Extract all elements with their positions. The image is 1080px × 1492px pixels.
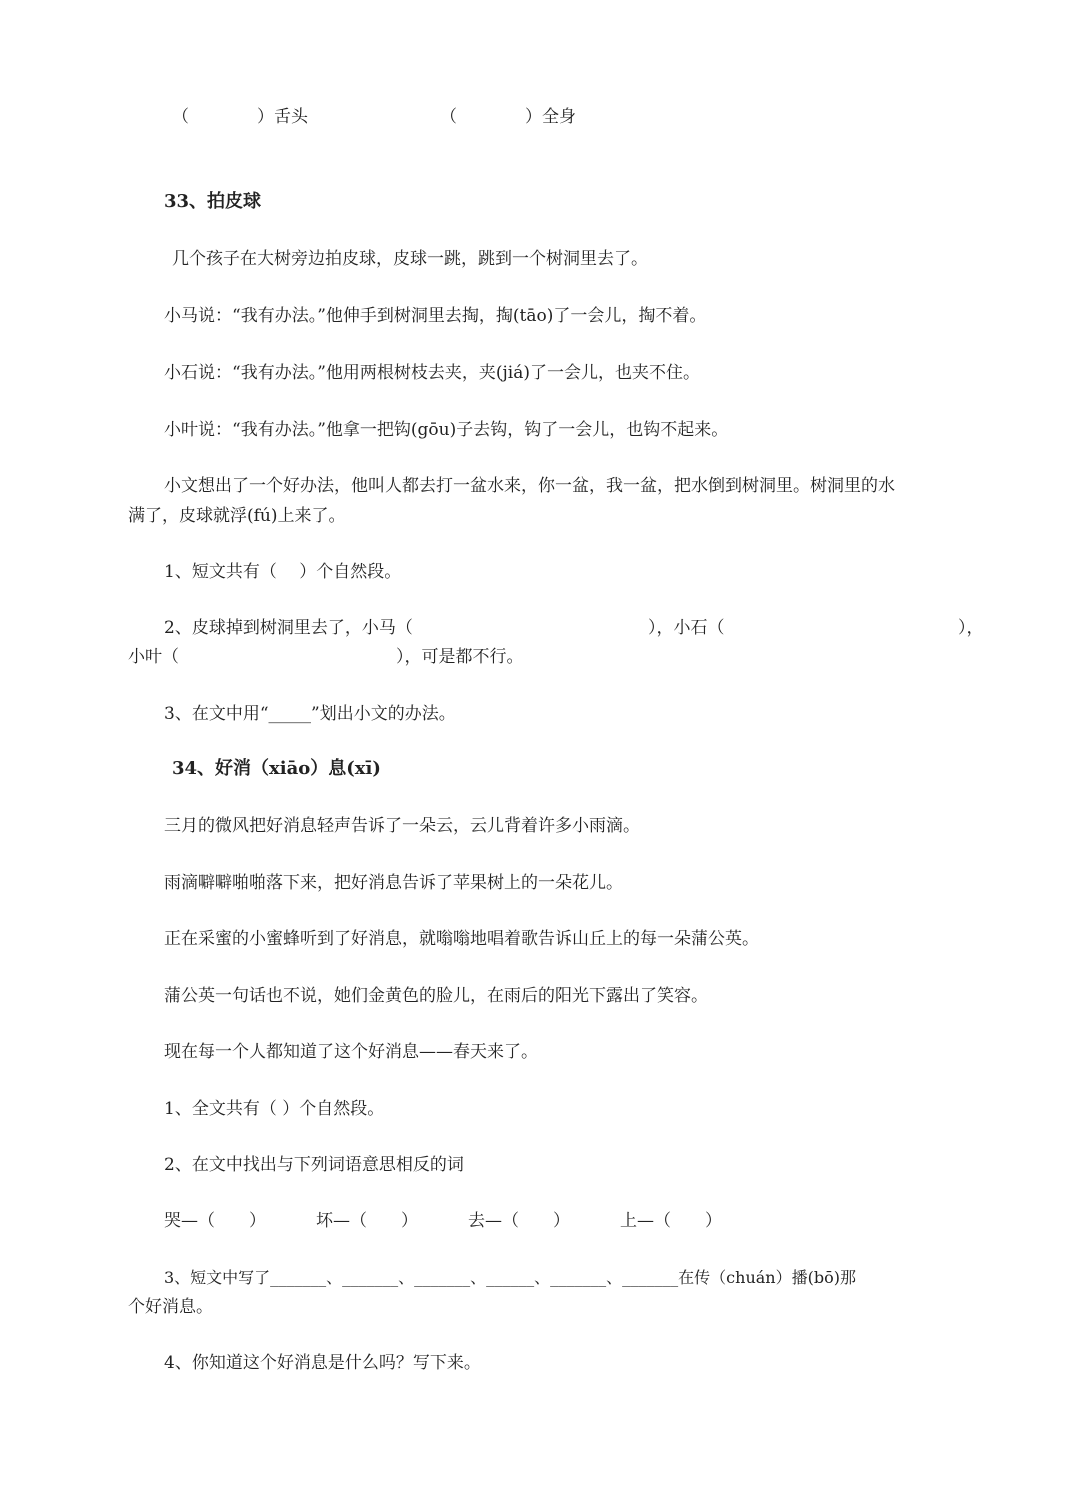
s34-paragraph-5: 现在每一个人都知道了这个好消息——春天来了。 [164, 1042, 538, 1062]
s33-question-3: 3、在文中用“_____”划出小文的办法。 [164, 704, 456, 724]
s33-question-2-cont: 小叶（ [128, 647, 179, 667]
section-33-title: 33、拍皮球 [164, 191, 262, 212]
s34-paragraph-3: 正在采蜜的小蜜蜂听到了好消息，就嗡嗡地唱着歌告诉山丘上的每一朵蒲公英。 [164, 929, 759, 949]
section-34-title: 34、好消（xiāo）息(xī) [172, 758, 381, 779]
s34-question-3-cont: 个好消息。 [128, 1297, 213, 1317]
s33-paragraph-1: 几个孩子在大树旁边拍皮球，皮球一跳，跳到一个树洞里去了。 [172, 249, 648, 269]
s33-question-2-cont-end: ），可是都不行。 [396, 647, 524, 667]
s34-paragraph-4: 蒲公英一句话也不说，她们金黄色的脸儿，在雨后的阳光下露出了笑容。 [164, 986, 708, 1006]
antonym-item: 去—（ ） [468, 1211, 570, 1231]
s33-paragraph-3: 小石说：“我有办法。”他用两根树枝去夹，夹(jiá)了一会儿，也夹不住。 [164, 363, 700, 383]
s34-paragraph-1: 三月的微风把好消息轻声告诉了一朵云，云儿背着许多小雨滴。 [164, 816, 640, 836]
s33-paragraph-5-cont: 满了，皮球就浮(fú)上来了。 [128, 506, 346, 526]
s34-question-4: 4、你知道这个好消息是什么吗？写下来。 [164, 1353, 481, 1373]
antonym-item: 哭—（ ） [164, 1211, 266, 1231]
s34-question-3: 3、短文中写了_______、_______、_______、______、_______、_______在传（chuán）播(bō)那 [164, 1268, 856, 1287]
fill-blank-body: （ ）全身 [440, 107, 576, 127]
s33-paragraph-4: 小叶说：“我有办法。”他拿一把钩(gōu)子去钩，钩了一会儿，也钩不起来。 [164, 420, 729, 440]
s33-question-2-end: ）， [958, 618, 984, 638]
antonym-item: 上—（ ） [620, 1211, 722, 1231]
s34-paragraph-2: 雨滴噼噼啪啪落下来，把好消息告诉了苹果树上的一朵花儿。 [164, 873, 623, 893]
fill-blank-tongue: （ ）舌头 [172, 107, 308, 127]
s34-question-2: 2、在文中找出与下列词语意思相反的词 [164, 1155, 464, 1175]
s34-question-1: 1、全文共有（ ）个自然段。 [164, 1099, 385, 1119]
antonym-item: 坏—（ ） [316, 1211, 418, 1231]
s33-question-2-mid: ），小石（ [648, 618, 725, 638]
s33-paragraph-2: 小马说：“我有办法。”他伸手到树洞里去掏，掏(tāo)了一会儿，掏不着。 [164, 306, 707, 326]
s33-question-2-start: 2、皮球掉到树洞里去了，小马（ [164, 618, 413, 638]
s33-question-1: 1、短文共有（ ）个自然段。 [164, 562, 402, 582]
s33-paragraph-5: 小文想出了一个好办法，他叫人都去打一盆水来，你一盆，我一盆，把水倒到树洞里。树洞里的水 [164, 476, 895, 496]
